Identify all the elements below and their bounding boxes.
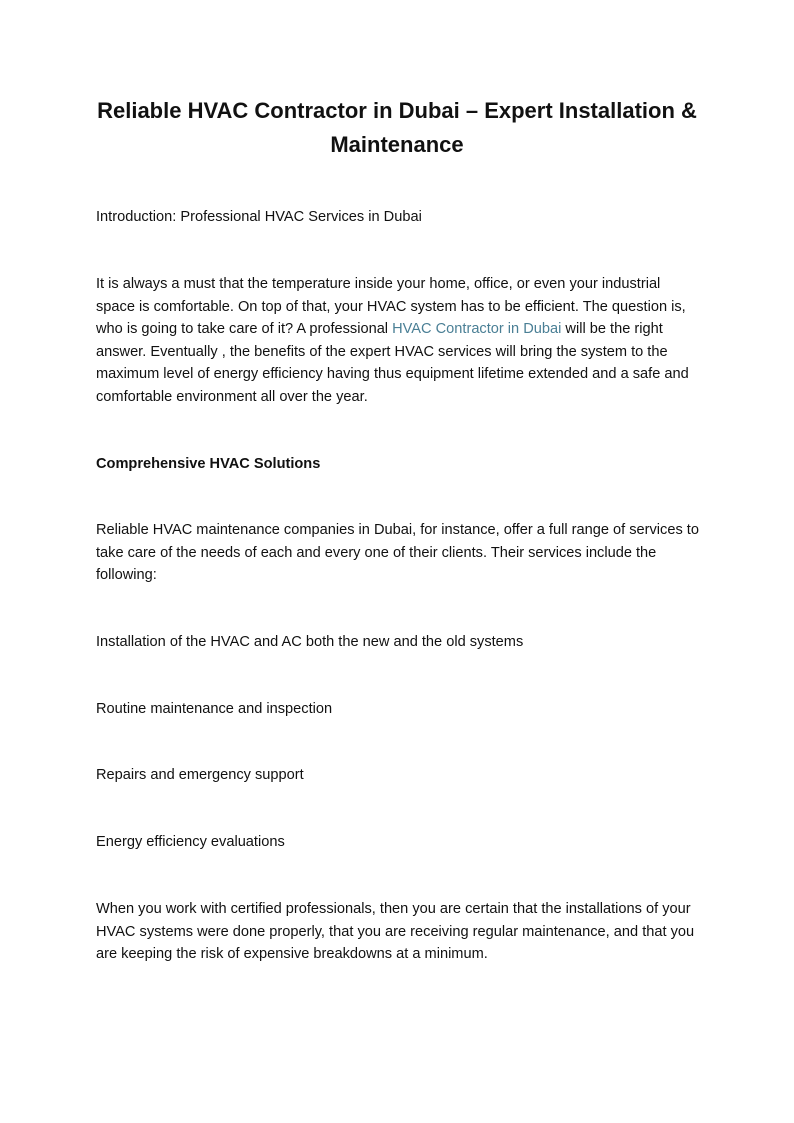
hvac-contractor-link[interactable]: HVAC Contractor in Dubai [392,321,562,338]
services-intro-paragraph: Reliable HVAC maintenance companies in Dubai, for instance, offer a full range of services to take care of the needs of each and every one of their clients. Their services include the following: [96,522,699,584]
page-title: Reliable HVAC Contractor in Dubai – Expert Installation & Maintenance [97,98,697,157]
intro-heading: Introduction: Professional HVAC Services in Dubai [96,209,422,225]
intro-paragraph-text-before: It is always a must that the temperature inside your home, office, or even your industrial space is comfortable. On top of that, your HVAC system has to be efficient. The question is, who is going to take care of it? A professional [96,276,686,338]
intro-paragraph [96,273,700,409]
service-item: Repairs and emergency support [96,767,304,783]
service-item: Routine maintenance and inspection [96,701,333,717]
closing-paragraph: When you work with certified professionals, then you are certain that the installations of your HVAC systems were done properly, that you are receiving regular maintenance, and that you are keeping the risk of expensive breakdowns at a minimum. [96,901,695,963]
service-item: Energy efficiency evaluations [96,834,285,850]
section-heading: Comprehensive HVAC Solutions [96,456,321,472]
service-item: Installation of the HVAC and AC both the new and the old systems [96,634,524,650]
intro-paragraph-text-after: will be the right answer. Eventually , the benefits of the expert HVAC services will bring the system to the maximum level of energy efficiency having thus equipment lifetime extended and a safe and comfortable environment all over the year. [96,321,689,405]
